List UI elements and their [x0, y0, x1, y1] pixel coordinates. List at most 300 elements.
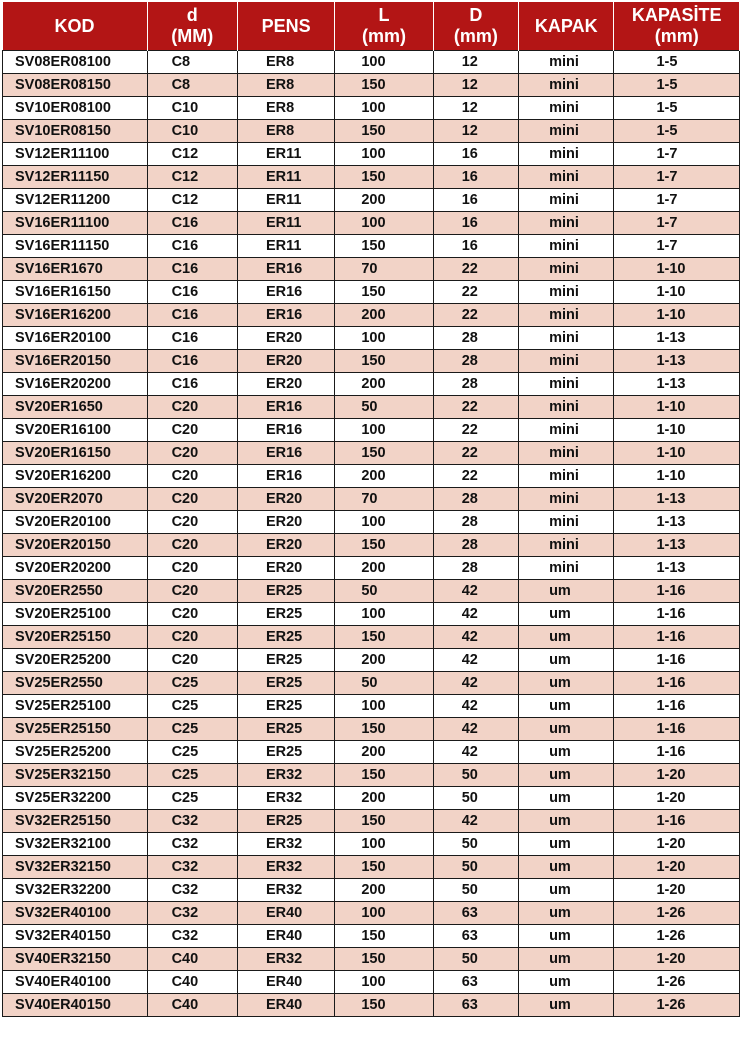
- cell-d: C20: [147, 557, 237, 580]
- cell-d: C20: [147, 511, 237, 534]
- cell-pens: ER11: [237, 212, 334, 235]
- cell-kapasite: 1-5: [614, 120, 740, 143]
- header-d-unit: (MM): [171, 26, 214, 46]
- cell-d: C40: [147, 948, 237, 971]
- cell-l: 150: [335, 235, 433, 258]
- cell-dd: 28: [433, 511, 518, 534]
- table-row: [3, 534, 740, 557]
- cell-l: 100: [335, 971, 433, 994]
- cell-kod: SV16ER20100: [3, 327, 148, 350]
- cell-d: C12: [147, 143, 237, 166]
- cell-kapak: um: [519, 833, 614, 856]
- cell-pens: ER25: [237, 672, 334, 695]
- header-pens: PENS: [237, 2, 334, 51]
- cell-kapak: um: [519, 810, 614, 833]
- table-row: [3, 833, 740, 856]
- cell-l: 150: [335, 534, 433, 557]
- cell-l: 150: [335, 948, 433, 971]
- cell-d: C25: [147, 764, 237, 787]
- cell-dd: 50: [433, 948, 518, 971]
- cell-d: C8: [147, 51, 237, 74]
- cell-kapak: mini: [519, 534, 614, 557]
- cell-kapasite: 1-13: [614, 488, 740, 511]
- cell-pens: ER40: [237, 994, 334, 1017]
- cell-dd: 63: [433, 902, 518, 925]
- cell-l: 150: [335, 626, 433, 649]
- cell-kapak: mini: [519, 419, 614, 442]
- cell-dd: 16: [433, 235, 518, 258]
- table-row: [3, 511, 740, 534]
- cell-dd: 42: [433, 626, 518, 649]
- cell-dd: 28: [433, 534, 518, 557]
- cell-kapak: um: [519, 971, 614, 994]
- table-row: [3, 97, 740, 120]
- cell-dd: 28: [433, 373, 518, 396]
- cell-kapasite: 1-16: [614, 741, 740, 764]
- cell-d: C16: [147, 212, 237, 235]
- cell-kapasite: 1-13: [614, 511, 740, 534]
- cell-dd: 63: [433, 925, 518, 948]
- cell-dd: 42: [433, 695, 518, 718]
- cell-dd: 50: [433, 856, 518, 879]
- cell-l: 100: [335, 327, 433, 350]
- cell-l: 150: [335, 718, 433, 741]
- cell-kapak: mini: [519, 465, 614, 488]
- header-kapak: KAPAK: [519, 2, 614, 51]
- cell-dd: 50: [433, 833, 518, 856]
- cell-kapak: mini: [519, 442, 614, 465]
- cell-kod: SV10ER08150: [3, 120, 148, 143]
- cell-kod: SV16ER20150: [3, 350, 148, 373]
- cell-kapak: um: [519, 764, 614, 787]
- cell-kapak: mini: [519, 488, 614, 511]
- cell-kapak: mini: [519, 212, 614, 235]
- table-row: [3, 856, 740, 879]
- cell-kod: SV32ER32150: [3, 856, 148, 879]
- table-row: [3, 994, 740, 1017]
- cell-kod: SV25ER32200: [3, 787, 148, 810]
- cell-kod: SV08ER08100: [3, 51, 148, 74]
- cell-kod: SV32ER40150: [3, 925, 148, 948]
- header-d-symbol: d: [186, 5, 198, 25]
- cell-dd: 42: [433, 741, 518, 764]
- cell-l: 100: [335, 143, 433, 166]
- cell-kapak: um: [519, 649, 614, 672]
- table-row: [3, 281, 740, 304]
- cell-pens: ER20: [237, 511, 334, 534]
- cell-d: C20: [147, 603, 237, 626]
- cell-d: C10: [147, 120, 237, 143]
- cell-kapak: mini: [519, 557, 614, 580]
- cell-kod: SV32ER32100: [3, 833, 148, 856]
- header-dd-symbol: D: [469, 5, 483, 25]
- cell-d: C20: [147, 580, 237, 603]
- cell-kapasite: 1-26: [614, 902, 740, 925]
- cell-kod: SV20ER25200: [3, 649, 148, 672]
- cell-d: C16: [147, 304, 237, 327]
- cell-d: C32: [147, 879, 237, 902]
- cell-dd: 28: [433, 350, 518, 373]
- table-row: [3, 603, 740, 626]
- cell-kapak: mini: [519, 51, 614, 74]
- cell-dd: 16: [433, 212, 518, 235]
- cell-d: C16: [147, 350, 237, 373]
- cell-kapasite: 1-7: [614, 189, 740, 212]
- cell-dd: 42: [433, 810, 518, 833]
- cell-pens: ER32: [237, 879, 334, 902]
- cell-kapasite: 1-7: [614, 143, 740, 166]
- cell-l: 150: [335, 74, 433, 97]
- cell-kapasite: 1-20: [614, 833, 740, 856]
- cell-kapasite: 1-13: [614, 557, 740, 580]
- cell-pens: ER16: [237, 396, 334, 419]
- cell-kapasite: 1-10: [614, 281, 740, 304]
- cell-kapasite: 1-16: [614, 603, 740, 626]
- cell-dd: 22: [433, 442, 518, 465]
- cell-kapak: mini: [519, 511, 614, 534]
- cell-l: 50: [335, 672, 433, 695]
- cell-kapasite: 1-20: [614, 948, 740, 971]
- cell-l: 100: [335, 902, 433, 925]
- cell-l: 100: [335, 212, 433, 235]
- table-row: [3, 925, 740, 948]
- cell-pens: ER40: [237, 925, 334, 948]
- table-row: [3, 764, 740, 787]
- cell-kapasite: 1-16: [614, 695, 740, 718]
- cell-kod: SV16ER16200: [3, 304, 148, 327]
- table-row: [3, 212, 740, 235]
- cell-pens: ER16: [237, 442, 334, 465]
- cell-dd: 42: [433, 580, 518, 603]
- cell-dd: 42: [433, 649, 518, 672]
- cell-dd: 42: [433, 603, 518, 626]
- table-row: [3, 304, 740, 327]
- cell-kod: SV20ER2070: [3, 488, 148, 511]
- cell-l: 150: [335, 442, 433, 465]
- cell-l: 150: [335, 810, 433, 833]
- table-row: [3, 741, 740, 764]
- cell-kod: SV25ER25150: [3, 718, 148, 741]
- cell-kapak: um: [519, 603, 614, 626]
- cell-kapasite: 1-10: [614, 258, 740, 281]
- cell-l: 100: [335, 695, 433, 718]
- cell-pens: ER40: [237, 971, 334, 994]
- cell-kapak: um: [519, 580, 614, 603]
- cell-l: 150: [335, 120, 433, 143]
- cell-kapasite: 1-16: [614, 626, 740, 649]
- cell-kapasite: 1-5: [614, 74, 740, 97]
- cell-d: C25: [147, 787, 237, 810]
- cell-dd: 28: [433, 488, 518, 511]
- cell-pens: ER32: [237, 787, 334, 810]
- cell-l: 150: [335, 925, 433, 948]
- cell-kod: SV40ER32150: [3, 948, 148, 971]
- cell-l: 150: [335, 856, 433, 879]
- cell-pens: ER16: [237, 281, 334, 304]
- cell-d: C20: [147, 534, 237, 557]
- cell-pens: ER32: [237, 856, 334, 879]
- cell-kod: SV10ER08100: [3, 97, 148, 120]
- cell-l: 150: [335, 764, 433, 787]
- cell-pens: ER20: [237, 327, 334, 350]
- cell-l: 200: [335, 649, 433, 672]
- cell-dd: 16: [433, 166, 518, 189]
- table-row: [3, 189, 740, 212]
- table-row: [3, 557, 740, 580]
- table-row: [3, 902, 740, 925]
- cell-kod: SV20ER25150: [3, 626, 148, 649]
- cell-dd: 22: [433, 304, 518, 327]
- table-row: [3, 465, 740, 488]
- table-row: [3, 166, 740, 189]
- cell-kapasite: 1-16: [614, 718, 740, 741]
- cell-pens: ER25: [237, 718, 334, 741]
- cell-kod: SV25ER25100: [3, 695, 148, 718]
- table-row: [3, 580, 740, 603]
- cell-pens: ER16: [237, 304, 334, 327]
- cell-d: C8: [147, 74, 237, 97]
- cell-l: 50: [335, 396, 433, 419]
- table-row: [3, 74, 740, 97]
- table-row: [3, 626, 740, 649]
- cell-kod: SV16ER11100: [3, 212, 148, 235]
- cell-l: 200: [335, 465, 433, 488]
- cell-kapak: um: [519, 718, 614, 741]
- cell-kapasite: 1-20: [614, 856, 740, 879]
- cell-kapasite: 1-13: [614, 350, 740, 373]
- cell-kod: SV16ER1670: [3, 258, 148, 281]
- cell-pens: ER8: [237, 51, 334, 74]
- header-l-symbol: L: [378, 5, 390, 25]
- cell-d: C16: [147, 235, 237, 258]
- cell-l: 70: [335, 258, 433, 281]
- header-dd-unit: (mm): [453, 26, 498, 46]
- cell-pens: ER16: [237, 419, 334, 442]
- cell-d: C16: [147, 258, 237, 281]
- cell-l: 200: [335, 304, 433, 327]
- cell-pens: ER25: [237, 741, 334, 764]
- table-row: [3, 143, 740, 166]
- cell-kapak: um: [519, 856, 614, 879]
- cell-kapak: um: [519, 948, 614, 971]
- header-kapasite-title: KAPASİTE: [631, 5, 722, 25]
- cell-kapasite: 1-10: [614, 442, 740, 465]
- cell-kapak: um: [519, 994, 614, 1017]
- table-row: [3, 350, 740, 373]
- cell-kod: SV20ER16100: [3, 419, 148, 442]
- cell-dd: 12: [433, 51, 518, 74]
- cell-kod: SV12ER11200: [3, 189, 148, 212]
- cell-dd: 50: [433, 787, 518, 810]
- table-row: [3, 442, 740, 465]
- cell-kapasite: 1-10: [614, 465, 740, 488]
- cell-d: C32: [147, 810, 237, 833]
- cell-pens: ER20: [237, 350, 334, 373]
- cell-kod: SV32ER32200: [3, 879, 148, 902]
- cell-d: C16: [147, 373, 237, 396]
- header-row: [3, 2, 740, 51]
- cell-pens: ER25: [237, 649, 334, 672]
- cell-kapak: mini: [519, 373, 614, 396]
- cell-kapasite: 1-7: [614, 212, 740, 235]
- cell-l: 200: [335, 741, 433, 764]
- cell-pens: ER11: [237, 189, 334, 212]
- cell-dd: 22: [433, 396, 518, 419]
- cell-dd: 63: [433, 994, 518, 1017]
- cell-kod: SV25ER25200: [3, 741, 148, 764]
- cell-l: 200: [335, 557, 433, 580]
- cell-l: 100: [335, 51, 433, 74]
- cell-kod: SV16ER16150: [3, 281, 148, 304]
- cell-kapak: um: [519, 741, 614, 764]
- cell-l: 200: [335, 879, 433, 902]
- header-dd: [433, 2, 518, 51]
- cell-d: C25: [147, 695, 237, 718]
- cell-kapasite: 1-5: [614, 97, 740, 120]
- cell-l: 200: [335, 189, 433, 212]
- cell-kapak: mini: [519, 120, 614, 143]
- cell-d: C20: [147, 649, 237, 672]
- cell-kod: SV16ER20200: [3, 373, 148, 396]
- cell-kapasite: 1-26: [614, 994, 740, 1017]
- table-row: [3, 787, 740, 810]
- cell-dd: 22: [433, 419, 518, 442]
- cell-pens: ER32: [237, 764, 334, 787]
- table-row: [3, 695, 740, 718]
- cell-kapak: um: [519, 672, 614, 695]
- cell-kapak: um: [519, 902, 614, 925]
- cell-kapak: mini: [519, 235, 614, 258]
- cell-pens: ER8: [237, 74, 334, 97]
- cell-kapak: um: [519, 879, 614, 902]
- table-row: [3, 649, 740, 672]
- cell-dd: 63: [433, 971, 518, 994]
- cell-kapasite: 1-16: [614, 649, 740, 672]
- cell-pens: ER16: [237, 258, 334, 281]
- cell-pens: ER16: [237, 465, 334, 488]
- cell-d: C40: [147, 994, 237, 1017]
- cell-d: C32: [147, 902, 237, 925]
- table-row: [3, 971, 740, 994]
- cell-l: 150: [335, 994, 433, 1017]
- header-l: [335, 2, 433, 51]
- cell-pens: ER32: [237, 833, 334, 856]
- cell-kapak: um: [519, 787, 614, 810]
- cell-dd: 12: [433, 74, 518, 97]
- cell-dd: 16: [433, 143, 518, 166]
- cell-kod: SV12ER11100: [3, 143, 148, 166]
- cell-pens: ER11: [237, 143, 334, 166]
- cell-kod: SV20ER16150: [3, 442, 148, 465]
- cell-kod: SV20ER2550: [3, 580, 148, 603]
- table-row: [3, 718, 740, 741]
- cell-l: 50: [335, 580, 433, 603]
- table-row: [3, 810, 740, 833]
- cell-d: C10: [147, 97, 237, 120]
- cell-dd: 28: [433, 557, 518, 580]
- cell-d: C32: [147, 856, 237, 879]
- cell-kapasite: 1-13: [614, 534, 740, 557]
- cell-d: C25: [147, 718, 237, 741]
- cell-kod: SV32ER40100: [3, 902, 148, 925]
- header-kod: KOD: [3, 2, 148, 51]
- cell-kapak: um: [519, 695, 614, 718]
- cell-kapak: mini: [519, 74, 614, 97]
- table-row: [3, 235, 740, 258]
- cell-dd: 12: [433, 120, 518, 143]
- cell-kapasite: 1-20: [614, 787, 740, 810]
- cell-kapak: mini: [519, 327, 614, 350]
- table-row: [3, 327, 740, 350]
- cell-l: 150: [335, 166, 433, 189]
- cell-d: C20: [147, 465, 237, 488]
- cell-pens: ER20: [237, 557, 334, 580]
- cell-dd: 42: [433, 672, 518, 695]
- cell-pens: ER40: [237, 902, 334, 925]
- cell-l: 200: [335, 373, 433, 396]
- cell-pens: ER25: [237, 580, 334, 603]
- cell-kod: SV25ER32150: [3, 764, 148, 787]
- cell-kapak: mini: [519, 350, 614, 373]
- cell-l: 100: [335, 603, 433, 626]
- cell-kapasite: 1-5: [614, 51, 740, 74]
- cell-kod: SV40ER40100: [3, 971, 148, 994]
- cell-kapasite: 1-16: [614, 672, 740, 695]
- cell-pens: ER8: [237, 120, 334, 143]
- cell-d: C20: [147, 488, 237, 511]
- cell-pens: ER11: [237, 166, 334, 189]
- table-row: [3, 396, 740, 419]
- cell-dd: 28: [433, 327, 518, 350]
- table-row: [3, 51, 740, 74]
- cell-l: 70: [335, 488, 433, 511]
- cell-pens: ER25: [237, 695, 334, 718]
- cell-kapasite: 1-7: [614, 166, 740, 189]
- cell-d: C20: [147, 396, 237, 419]
- cell-kod: SV20ER25100: [3, 603, 148, 626]
- cell-d: C16: [147, 327, 237, 350]
- cell-kapak: mini: [519, 304, 614, 327]
- cell-pens: ER25: [237, 603, 334, 626]
- cell-kapasite: 1-16: [614, 810, 740, 833]
- cell-kapasite: 1-10: [614, 396, 740, 419]
- cell-dd: 50: [433, 879, 518, 902]
- cell-pens: ER25: [237, 626, 334, 649]
- cell-dd: 50: [433, 764, 518, 787]
- cell-l: 150: [335, 281, 433, 304]
- cell-d: C32: [147, 925, 237, 948]
- cell-kod: SV16ER11150: [3, 235, 148, 258]
- cell-l: 100: [335, 97, 433, 120]
- cell-kod: SV20ER16200: [3, 465, 148, 488]
- cell-kod: SV20ER20150: [3, 534, 148, 557]
- cell-dd: 22: [433, 258, 518, 281]
- cell-l: 150: [335, 350, 433, 373]
- cell-kapak: mini: [519, 281, 614, 304]
- cell-dd: 16: [433, 189, 518, 212]
- cell-kapak: um: [519, 626, 614, 649]
- cell-l: 200: [335, 787, 433, 810]
- cell-d: C25: [147, 741, 237, 764]
- table-row: [3, 948, 740, 971]
- cell-l: 100: [335, 833, 433, 856]
- cell-kapak: mini: [519, 396, 614, 419]
- cell-d: C16: [147, 281, 237, 304]
- cell-kapak: mini: [519, 258, 614, 281]
- cell-kapak: mini: [519, 97, 614, 120]
- cell-kod: SV40ER40150: [3, 994, 148, 1017]
- table-row: [3, 120, 740, 143]
